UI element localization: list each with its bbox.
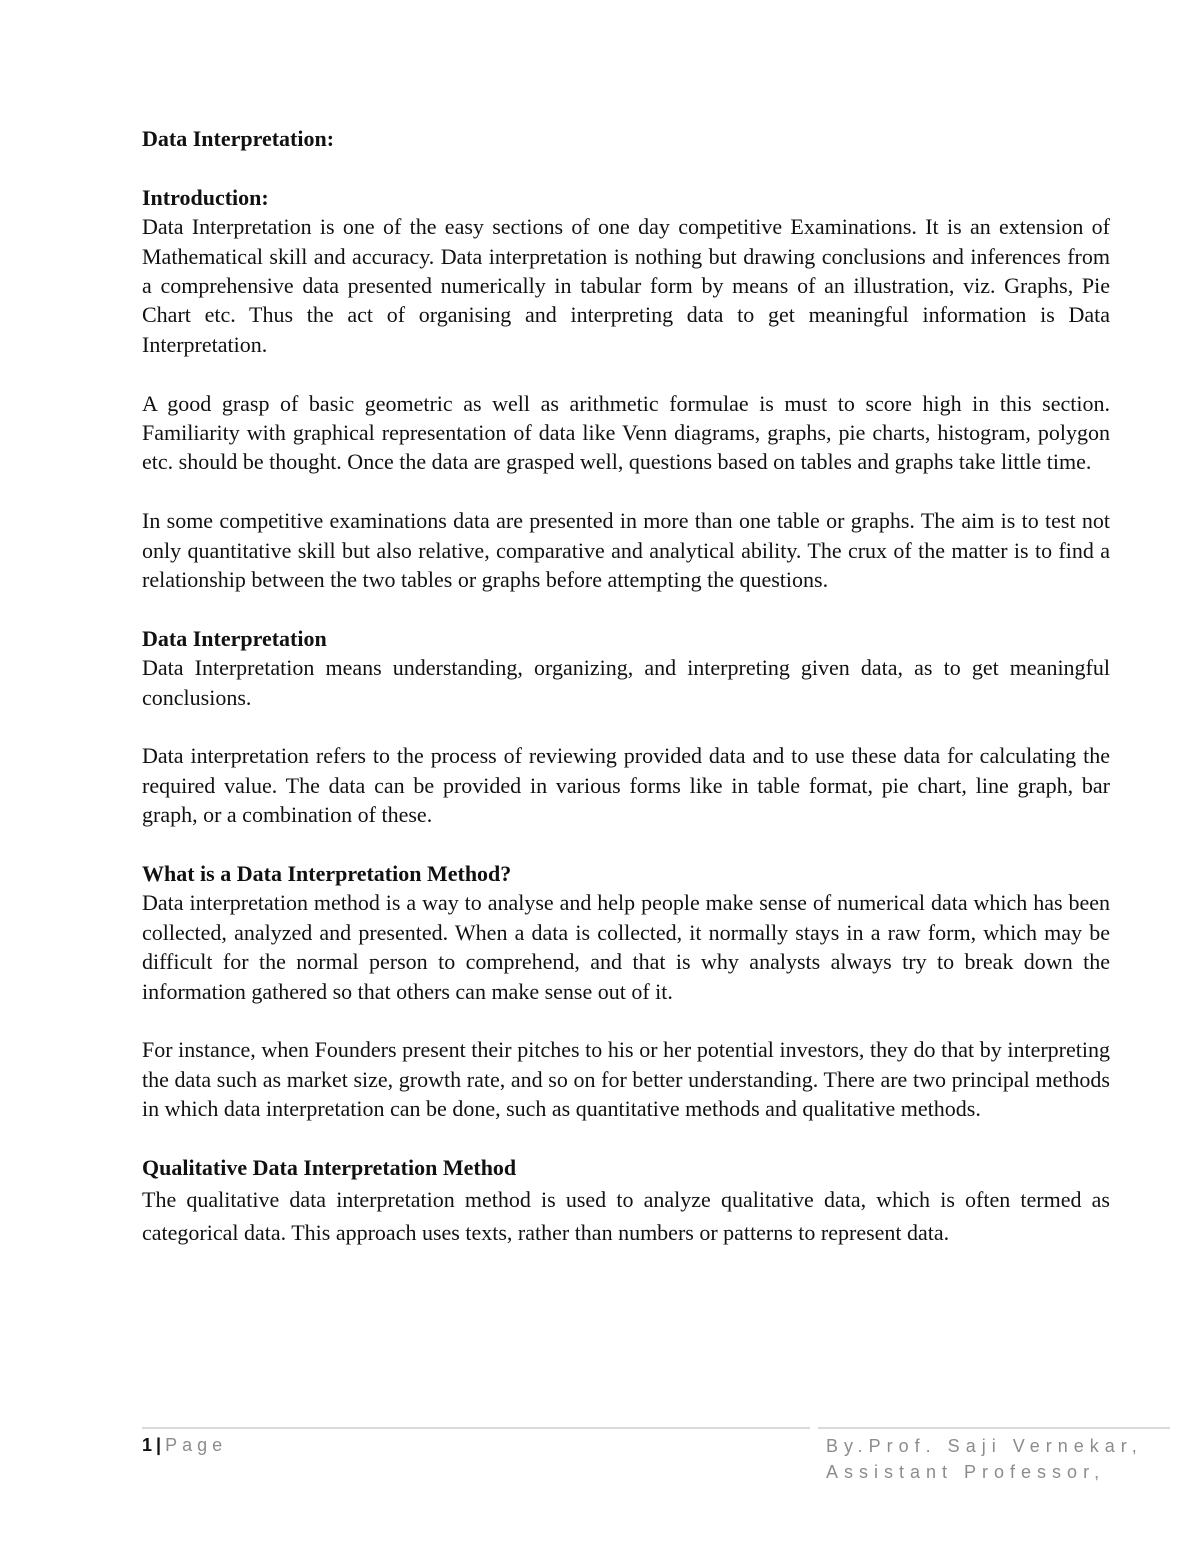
spacer [142,359,1110,388]
footer-divider-right [818,1427,1170,1429]
introduction-heading: Introduction: [142,184,269,210]
data-interpretation-paragraph-2: Data interpretation refers to the process of reviewing provided data and to use these data for calculating the required value. The data can be provided in various forms like in table format, pie chart, line graph, bar graph, or a combination of these. [142,743,1110,828]
spacer [142,830,1110,859]
footer-separator: | [156,1435,162,1455]
page-number: 1 [142,1435,153,1455]
spacer [142,477,1110,506]
document-body [142,124,1110,1249]
data-interpretation-paragraph-1: Data Interpretation means understanding, organizing, and interpreting given data, as to get meaningful conclusions. [142,655,1110,710]
footer-divider-left [142,1427,810,1429]
method-paragraph-1: Data interpretation method is a way to analyse and help people make sense of numerical data which has been collected, analyzed and presented. When a data is collected, it normally stays in a raw form, which may be difficult for the normal person to comprehend, and that is why analysts always try to break down the information gathered so that others can make sense out of it. [142,890,1110,1004]
document-title: Data Interpretation: [142,126,335,151]
page-footer-number [142,1433,227,1457]
introduction-paragraph-1: Data Interpretation is one of the easy sections of one day competitive Examinations. It is an extension of Mathematical skill and accuracy. Data interpretation is nothing but drawing conclusions and inferences from a comprehensive data presented numerically in tabular form by means of an illustration, viz. Graphs, Pie Chart etc. Thus the act of organising and interpreting data to get meaningful information is Data Interpretation. [142,214,1110,357]
spacer [142,712,1110,741]
page-label: Page [165,1435,228,1455]
footer-author [826,1433,1143,1485]
author-title: Assistant Professor, [826,1462,1106,1482]
qualitative-paragraph-1: The qualitative data interpretation method is used to analyze qualitative data, which is often termed as categorical data. This approach uses texts, rather than numbers or patterns to represent data. [142,1186,1110,1245]
author-name: By.Prof. Saji Vernekar, [826,1436,1143,1456]
introduction-paragraph-2: A good grasp of basic geometric as well as arithmetic formulae is must to score high in this section. Familiarity with graphical representation of data like Venn diagrams, graphs, pie charts, histogram, polygon etc. should be thought. Once the data are grasped well, questions based on tables and graphs take little time. [142,390,1110,475]
spacer [142,1124,1110,1153]
method-heading: What is a Data Interpretation Method? [142,861,512,887]
introduction-paragraph-3: In some competitive examinations data are presented in more than one table or graphs. The aim is to test not only quantitative skill but also relative, comparative and analytical ability. The crux of the matter is to find a relationship between the two tables or graphs before attempting the questions. [142,508,1110,593]
method-paragraph-2: For instance, when Founders present their pitches to his or her potential investors, they do that by interpreting the data such as market size, growth rate, and so on for better understanding. There are two principal methods in which data interpretation can be done, such as quantitative methods and qualitative methods. [142,1037,1110,1122]
spacer [142,153,1110,182]
spacer [142,1006,1110,1035]
spacer [142,594,1110,623]
data-interpretation-heading: Data Interpretation [142,625,327,651]
qualitative-heading: Qualitative Data Interpretation Method [142,1155,517,1181]
